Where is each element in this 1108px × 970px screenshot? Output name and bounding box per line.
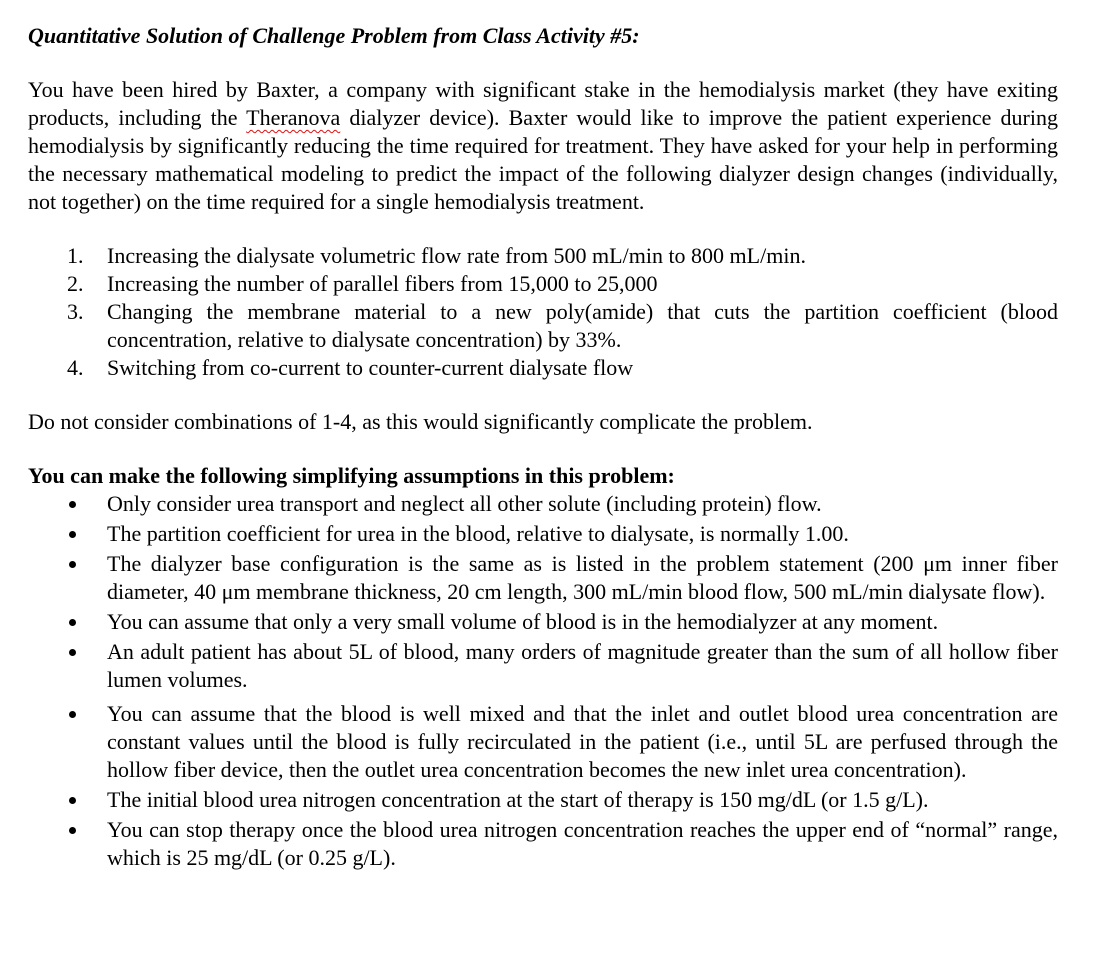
list-item-text: The initial blood urea nitrogen concentration at the start of therapy is 150 mg/dL (or 1.5 g/L).	[107, 787, 929, 812]
list-item	[28, 490, 1058, 518]
intro-text-end: dialyzer device). Baxter would like to improve the patient experience during hemodialysis by significantly reducing the time required for treatment. They have asked for your help in performing the necessary mathematical modeling to predict the impact of the following dialyzer design changes (individually, not together) on the time required for a single hemodialysis treatment.	[28, 105, 1058, 214]
list-number: 2.	[67, 271, 84, 296]
list-item-text: Increasing the number of parallel fibers from 15,000 to 25,000	[107, 271, 658, 296]
list-item-text: Increasing the dialysate volumetric flow rate from 500 mL/min to 800 mL/min.	[107, 243, 806, 268]
list-item-text: You can assume that only a very small volume of blood is in the hemodialyzer at any moment.	[107, 609, 939, 634]
list-item	[28, 638, 1058, 694]
list-item	[28, 608, 1058, 636]
list-item-text: Switching from co-current to counter-current dialysate flow	[107, 355, 634, 380]
spellcheck-flagged-word: Theranova	[246, 105, 341, 130]
list-item	[28, 520, 1058, 548]
list-item-text: Changing the membrane material to a new poly(amide) that cuts the partition coefficient (blood concentration, relative to dialysate concentration) by 33%.	[107, 299, 1058, 352]
list-number: 1.	[67, 243, 84, 268]
bullet-icon	[69, 649, 76, 656]
bullet-icon	[69, 561, 76, 568]
list-item-text: You can assume that the blood is well mixed and that the inlet and outlet blood urea concentration are constant values until the blood is fully recirculated in the patient (i.e., until 5L are perfused through the hollow fiber device, then the outlet urea concentration becomes the new inlet urea concentration).	[107, 701, 1058, 782]
combinations-note: Do not consider combinations of 1-4, as this would significantly complicate the problem.	[28, 409, 813, 434]
list-item	[28, 298, 1058, 354]
intro-text-start: You have been hired by Baxter, a company with significant stake in the hemodialysis market (they have exiting products, including the	[28, 77, 1058, 130]
list-number: 4.	[67, 355, 84, 380]
list-item	[28, 816, 1058, 872]
intro-paragraph	[28, 76, 1058, 216]
list-item	[28, 550, 1058, 606]
list-item	[28, 700, 1058, 784]
list-item-text: You can stop therapy once the blood urea nitrogen concentration reaches the upper end of “normal” range, which is 25 mg/dL (or 0.25 g/L).	[107, 817, 1058, 870]
bullet-icon	[69, 711, 76, 718]
bullet-icon	[69, 501, 76, 508]
list-item-text: The partition coefficient for urea in the blood, relative to dialysate, is normally 1.00.	[107, 521, 849, 546]
bullet-icon	[69, 531, 76, 538]
bullet-icon	[69, 797, 76, 804]
design-changes-list	[28, 242, 1058, 382]
list-item	[28, 270, 1058, 298]
document-page	[28, 22, 1058, 872]
list-item-text: The dialyzer base configuration is the same as is listed in the problem statement (200 μm inner fiber diameter, 40 μm membrane thickness, 20 cm length, 300 mL/min blood flow, 500 mL/min dialysate flow).	[107, 551, 1058, 604]
bullet-icon	[69, 827, 76, 834]
list-number: 3.	[67, 299, 84, 324]
list-item	[28, 354, 1058, 382]
list-item-text: An adult patient has about 5L of blood, many orders of magnitude greater than the sum of all hollow fiber lumen volumes.	[107, 639, 1058, 692]
list-item-text: Only consider urea transport and neglect all other solute (including protein) flow.	[107, 491, 822, 516]
bullet-icon	[69, 619, 76, 626]
assumptions-heading: You can make the following simplifying assumptions in this problem:	[28, 463, 675, 488]
list-item	[28, 786, 1058, 814]
assumptions-list	[28, 490, 1058, 872]
document-title: Quantitative Solution of Challenge Problem from Class Activity #5:	[28, 23, 640, 48]
list-item	[28, 242, 1058, 270]
